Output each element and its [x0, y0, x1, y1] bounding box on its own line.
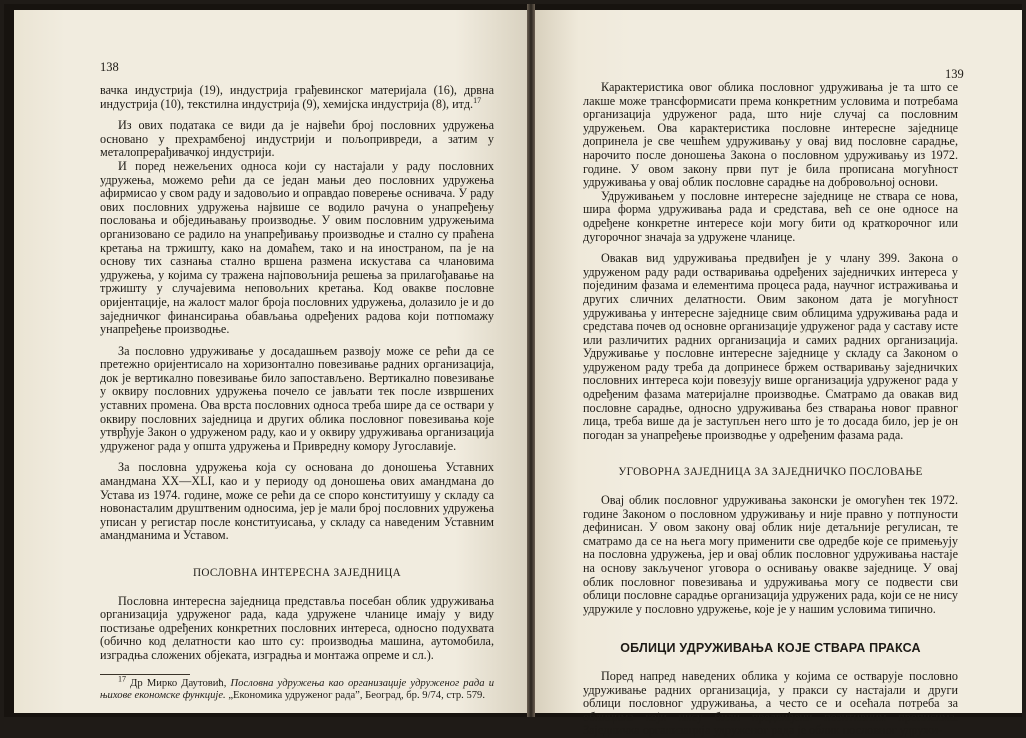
paragraph: И поред нежељених односа који су настајали у раду пословних удружења, можемо рећи да се један мањи део пословних удружења афирмисао у свом раду и задовољио и оправдао поверење оснивача. У раду ових пословних удружења највише се водило рачуна о унапређењу пословања и обједињавању производње. У овим пословним удружењима организовано се радило на унапређивању производње и стално су праћена кретања на тржишту, како на домаћем, тако и на иностраном, па је на основу тих сазнања стално вршена размена искустава са члановима удружења, у којима су тражена најповољнија решења за прилагођавање на тржишту у случајевима неповољних кретања. Код овакве пословне оријентације, на жалост малог броја пословних удружења, долазило је и до заједничког финансирања обављања одређених радова који потпомажу унапређење производње.	[100, 158, 494, 337]
paragraph: За пословна удружења која су основана до доношења Уставних амандмана XX—XLI, као и у периоду од доношења ових амандмана до Устава из 1974. године, може се рећи да се споро конституишу у складу са новонасталим друштвеним односима, јер је мали број пословних удружења уписан у регистар после конституисања, у складу са наведеним Уставним амандманима и Уставом.	[100, 460, 494, 543]
footnote-divider	[100, 674, 190, 675]
right-page-body	[583, 81, 958, 738]
footnote: $^{17}$ Др Мирко Даутовић, Пословна удружења као организације удруженог рада и њихове економске функције. „Економика удруженог рада”, Београд, бр. 9/74, стр. 579.	[100, 674, 494, 701]
section-heading: УГОВОРНА ЗАЈЕДНИЦА ЗА ЗАЈЕДНИЧКО ПОСЛОВАЊЕ	[618, 466, 923, 479]
paragraph: Пословна интересна заједница представља посебан облик удруживања организација удруженог рада, када удружене чланице имају у виду постизање одређених конкретних пословних интереса, односно подухвата (обично код делатности као што су: производња машина, аутомобила, изградња сложених објеката, изградња и монтажа опреме и сл.).	[100, 593, 494, 662]
paragraph: Из ових података се види да је највећи број пословних удружења основано у прехрамбеној индустрији и пољопривреди, а затим у металопрерађивачкој индустрији.	[100, 118, 494, 160]
paragraph: вачка индустрија (19), индустрија грађевинског материјала (16), дрвна индустрија (10), текстилна индустрија (9), хемијска индустрија (8), итд.$^{17}$	[100, 83, 494, 111]
section-heading: ОБЛИЦИ УДРУЖИВАЊА КОЈЕ СТВАРА ПРАКСА	[620, 641, 921, 656]
left-page	[14, 10, 527, 713]
paragraph: Овакав вид удруживања предвиђен је у члану 399. Закона о удруженом раду ради остваривања одређених заједничких интереса у појединим фазама и елементима процеса рада, научног истраживања и других сличних делатности. Овим законом дата је могућност удруживања у интересне заједнице свим облицима удруживања рада и средстава почев од основне организације удруженог рада у саставу исте или различитих радних организација и самих радних организација. Удруживање у пословне интересне заједнице у складу са Законом о удруженом раду треба да допринесе бржем остваривању заједничких пословних интереса који повезују више организација удруженог рада у одређеним фазама материјалне производње. Сматрамо да овакав вид пословне сарадње, односно удруживања без стварања новог правног лица, треба више да је заступљен него што је то досада било, јер је он погодан за унапређење производње у одређеним фазама рада.	[583, 251, 958, 442]
book-gutter	[527, 4, 535, 717]
paragraph: Овај облик пословног удруживања законски је омогућен тек 1972. године Законом о пословном удруживању и није правно у потпуности дефинисан. У овом закону овај облик није детаљније регулисан, те сматрамо да се на њега могу применити све одредбе које се примењују на пословна удружења, јер и овај облик пословног удруживања настаје на основу закљученог уговора о оснивању овакве заједнице. У овај облик пословног повезивања и удруживања могу се подвести сви облици пословне сарадње организација удружених рада, који се не нису удружиле у пословно удружење, које је у нашим условима типично.	[583, 493, 958, 616]
book-spread	[4, 4, 1022, 738]
left-page-body	[100, 84, 494, 702]
page-number-left: 138	[100, 60, 119, 74]
paragraph: Карактеристика овог облика пословног удруживања је та што се лакше може трансформисати према конкретним условима и потребама организација удруженог рада, што није случај са пословним удружењем. Ова карактеристика пословне интересне заједнице допринела је све чешћем удруживању у овај вид пословне сарадње, нарочито после доношења Закона о пословном удруживању из 1972. године. У овом закону први пут је била прописана могућност удруживања у овај облик пословне сарадње на добровољној основи.	[583, 80, 958, 190]
paragraph: За пословно удруживање у досадашњем развоју може се рећи да се претежно оријентисало на хоризонтално повезивање радних организација, док је вертикално повезивање било запостављено. Вертикално повезивање у оквиру пословних удружења почело се јављати тек после извршених уставних промена. Ова врста пословних односа треба шире да се оствари у оквиру пословних заједница и других облика пословног повезивања које утврђује Закон о удруженом раду, као и у оквиру удруживања организација удруженог рада у општа удружења и Привредну комору Југославије.	[100, 343, 494, 453]
right-page	[535, 10, 1022, 738]
page-number-right: 139	[945, 67, 964, 81]
paragraph: Поред напред наведених облика у којима се остварује пословно удруживање радних организација, у пракси су настајали и други облици пословног удруживања, а често се и осећала потреба за облицима који нису били предвиђени позитивним прописима. Заједничка организација удруженог рада је облик пословног удружи-	[583, 668, 958, 738]
paragraph: Удруживањем у пословне интересне заједнице не ствара се нова, шира форма удруживања рада и средстава, већ се оне односе на одређене конкретне интересе који могу бити од краткорочног или дугорочног значаја за удружене чланице.	[583, 188, 958, 244]
footnote-marker: 17	[473, 95, 482, 105]
section-heading: ПОСЛОВНА ИНТЕРЕСНА ЗАЈЕДНИЦА	[192, 567, 402, 579]
